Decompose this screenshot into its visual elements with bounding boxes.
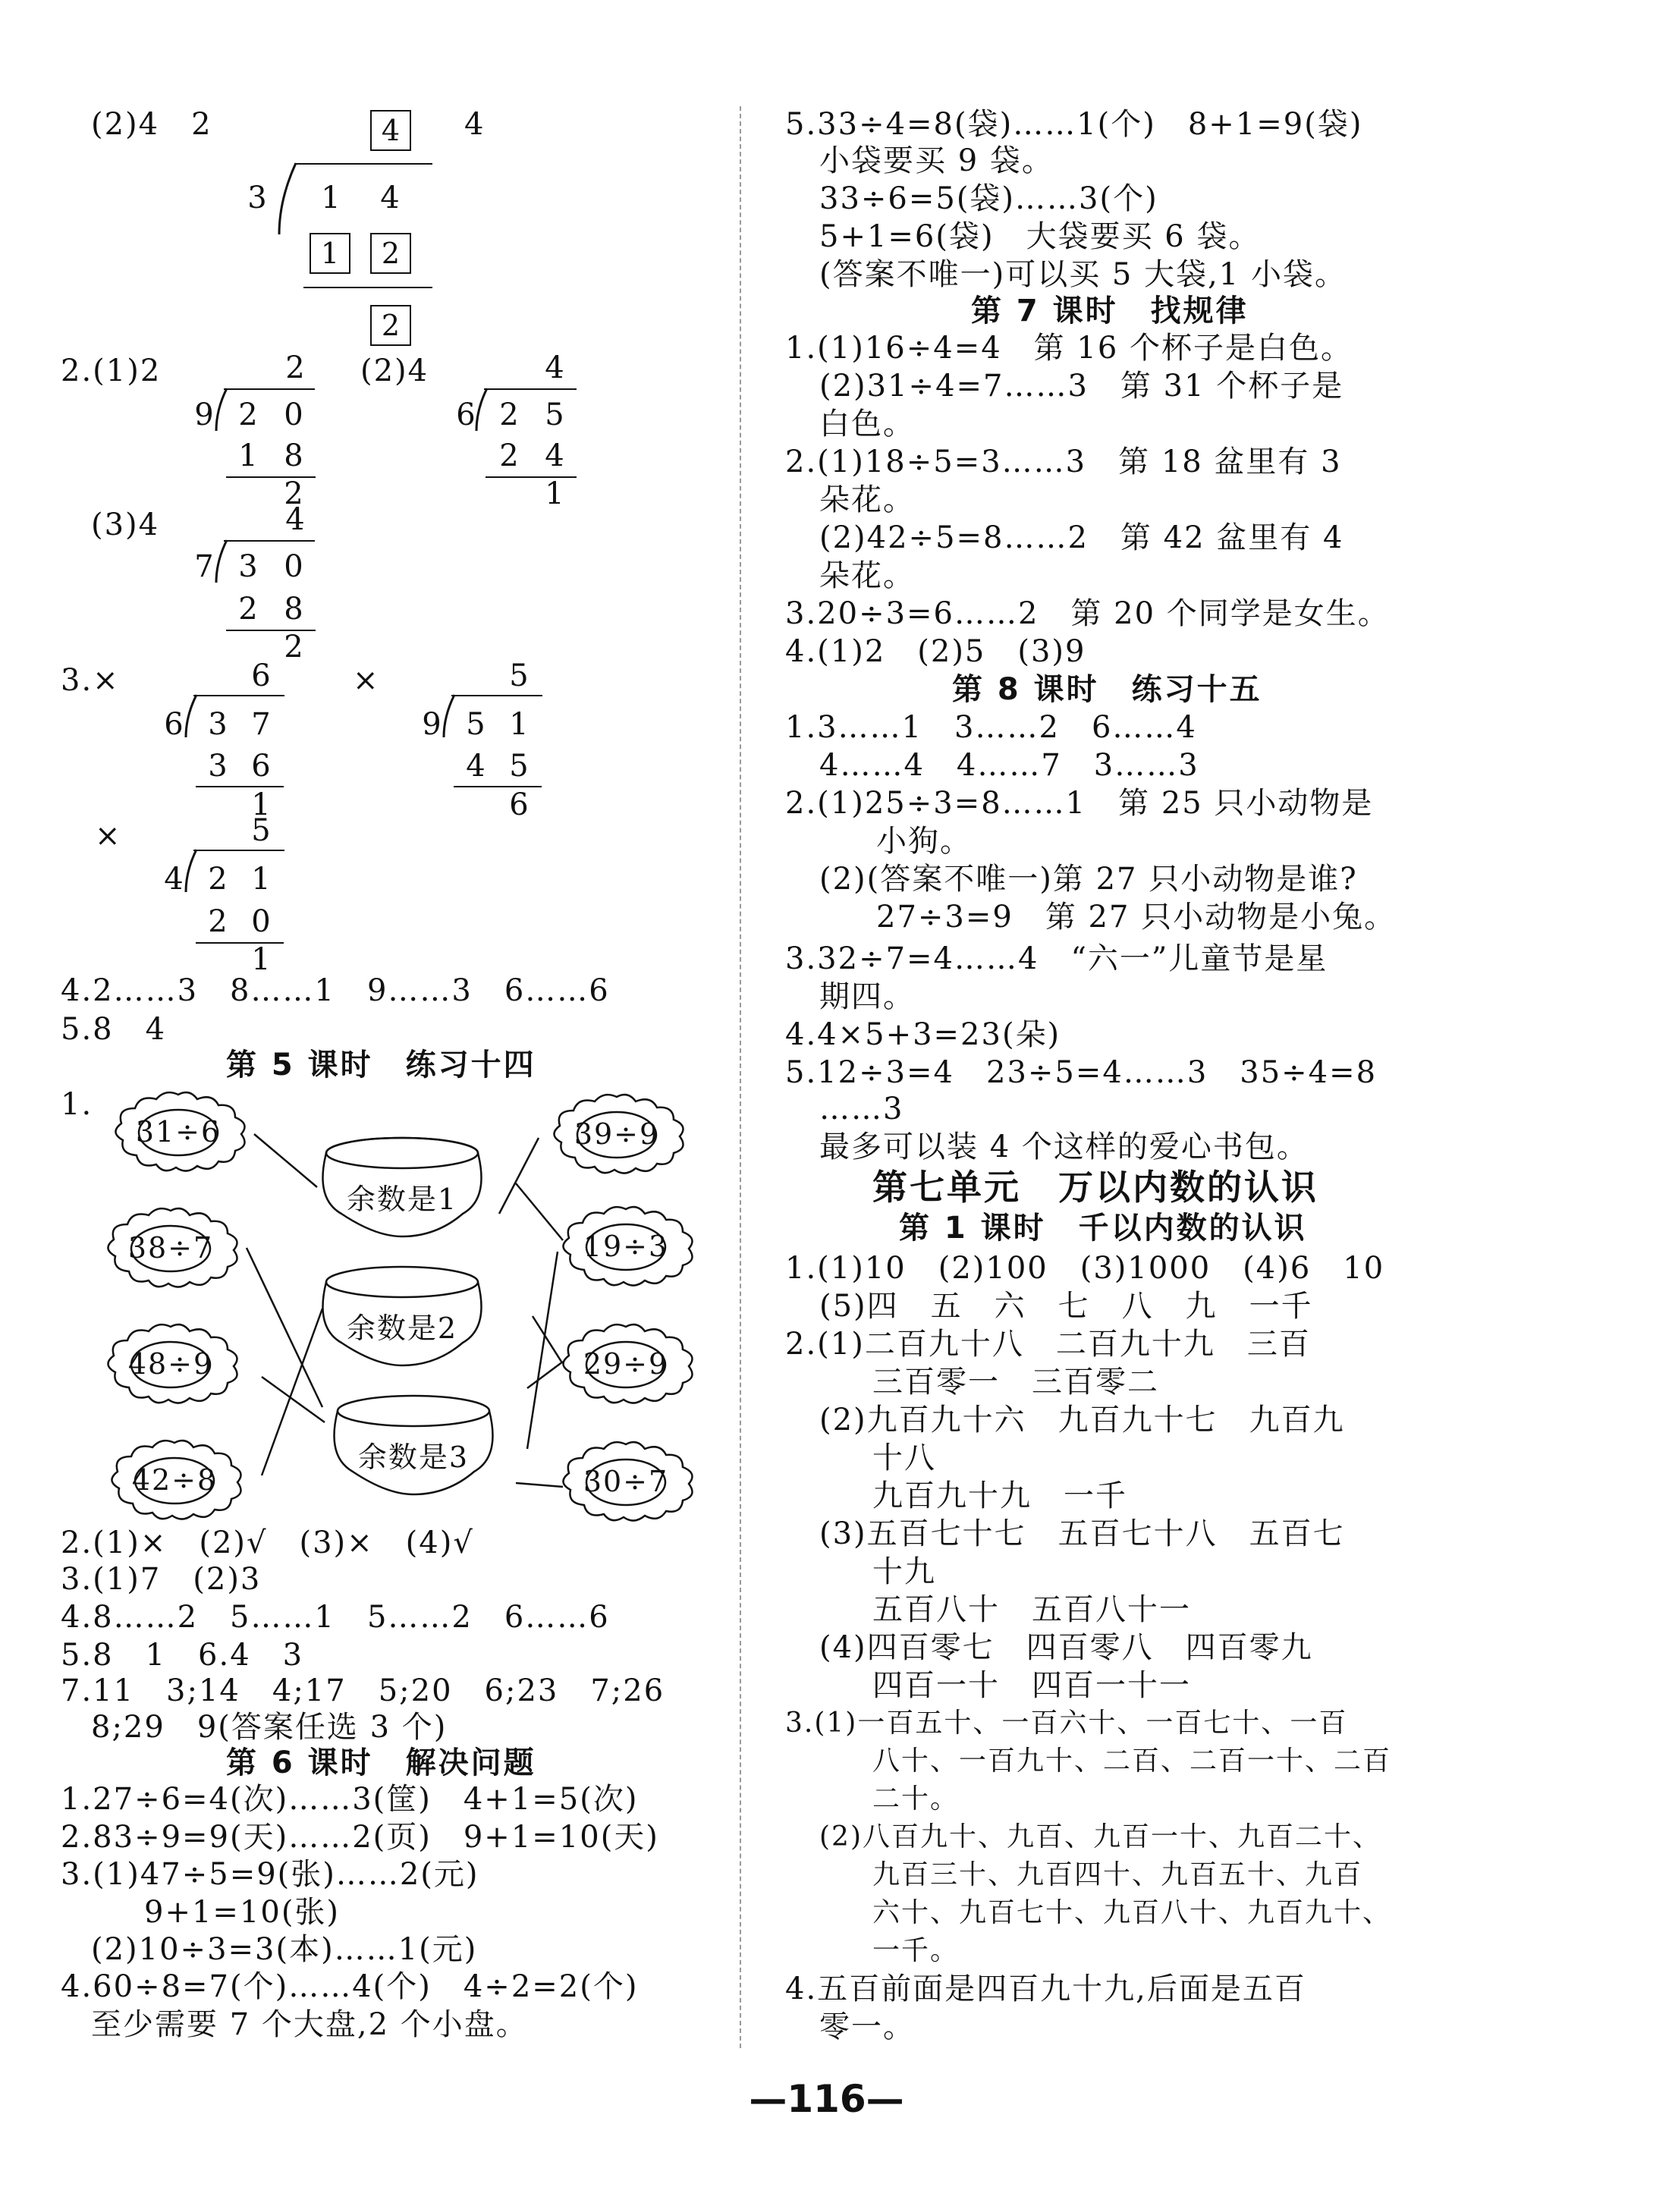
column-divider [740, 106, 741, 2048]
answer-line: 33÷6=5(袋)……3(个) [819, 181, 1158, 216]
flower-expression: 42÷8 [131, 1463, 218, 1497]
answer-line: 朵花。 [819, 482, 915, 517]
flower-card [554, 1322, 698, 1406]
answer-line: 八十、一百九十、二百、二百一十、二百 [872, 1745, 1392, 1777]
flower-card [102, 1438, 247, 1522]
answer-line: 二十。 [872, 1783, 960, 1815]
answer-line: 5.8 4 [61, 1012, 167, 1047]
answer-line: 4.4×5+3=23(朵) [785, 1017, 1061, 1052]
product-digit: 4 [466, 749, 486, 784]
answer-line: 九百三十、九百四十、九百五十、九百 [872, 1859, 1363, 1890]
division-bar [451, 695, 542, 696]
remainder: 1 [545, 476, 564, 511]
remainder: 1 [251, 942, 271, 977]
division-bar [484, 388, 577, 390]
answer-line: 2.(1)18÷5=3……3 第 18 盆里有 3 [785, 445, 1342, 479]
flower-expression: 31÷6 [135, 1115, 222, 1148]
unit7-heading: 第七单元 万以内数的认识 [872, 1167, 1318, 1208]
q3-label: 3.× [61, 663, 120, 698]
answer-line: (2)10÷3=3(本)……1(元) [91, 1932, 478, 1967]
answer-line: 1.(1)10 (2)100 (3)1000 (4)6 10 [785, 1251, 1385, 1286]
lesson7-heading: 第 7 课时 找规律 [971, 294, 1249, 328]
answer-line: 5+1=6(袋) 大袋要买 6 袋。 [819, 219, 1261, 254]
answer-line: 四百一十 四百一十一 [872, 1668, 1191, 1703]
subtraction-line [303, 287, 432, 288]
q2-1-label: 2.(1)2 [61, 353, 162, 388]
dividend-digit: 0 [284, 549, 303, 584]
answer-line: 4……4 4……7 3……3 [819, 748, 1199, 783]
divisor: 9 [422, 707, 442, 742]
answer-line: 三百零一 三百零二 [872, 1365, 1159, 1400]
answer-line: 1.27÷6=4(次)……3(筐) 4+1=5(次) [61, 1782, 639, 1817]
answer-line: (5)四 五 六 七 八 九 一千 [819, 1289, 1313, 1324]
product-box: 1 [310, 233, 350, 274]
dividend-digit: 1 [251, 862, 271, 897]
answer-line: (2)八百九十、九百、九百一十、九百二十、 [819, 1821, 1381, 1852]
answer-line: (2)(答案不唯一)第 27 只小动物是谁? [819, 862, 1358, 897]
q1-side-number: 4 [464, 107, 486, 142]
lesson5-heading: 第 5 课时 练习十四 [226, 1048, 536, 1082]
answer-line: 2.(1)× (2)√ (3)× (4)√ [61, 1525, 474, 1560]
product-digit: 2 [499, 438, 519, 473]
answer-line: 九百九十九 一千 [872, 1478, 1127, 1513]
q2-2-label: (2)4 [360, 353, 429, 388]
answer-line: 至少需要 7 个大盘,2 个小盘。 [91, 2007, 528, 2042]
answer-line: (2)42÷5=8……2 第 42 盆里有 4 [819, 520, 1344, 555]
answer-line: ……3 [819, 1092, 904, 1126]
answer-line: 小袋要买 9 袋。 [819, 143, 1054, 178]
flower-expression: 30÷7 [583, 1465, 669, 1498]
divisor: 3 [247, 181, 267, 215]
flower-card [106, 1090, 250, 1174]
lesson6-heading: 第 6 课时 解决问题 [226, 1745, 536, 1780]
product-digit: 5 [509, 749, 529, 784]
flower-expression: 29÷9 [583, 1347, 669, 1381]
product-digit: 2 [208, 904, 228, 939]
dividend-digit: 1 [509, 707, 529, 742]
remainder: 6 [509, 787, 529, 822]
division-bar [296, 163, 432, 165]
remainder: 2 [284, 476, 303, 511]
product-digit: 8 [284, 592, 303, 627]
dividend-digit: 2 [499, 397, 519, 432]
product-digit: 4 [545, 438, 564, 473]
l5-q1-label: 1. [61, 1087, 93, 1122]
dividend-digit: 2 [208, 862, 228, 897]
answer-line: 1.3……1 3……2 6……4 [785, 710, 1197, 745]
bowl [307, 1259, 497, 1388]
answer-line: 5.12÷3=4 23÷5=4……3 35÷4=8 [785, 1055, 1378, 1090]
product-digit: 0 [251, 904, 271, 939]
bowl [319, 1388, 508, 1517]
answer-line: 5.33÷4=8(袋)……1(个) 8+1=9(袋) [785, 107, 1363, 142]
flower-card [554, 1440, 698, 1523]
divisor: 7 [194, 549, 214, 584]
lesson1-heading: 第 1 课时 千以内数的认识 [899, 1211, 1307, 1246]
division-bar [193, 695, 284, 696]
bowl-label: 余数是1 [346, 1183, 458, 1216]
remainder: 1 [251, 787, 271, 822]
product-box: 2 [370, 233, 411, 274]
answer-line: 9+1=10(张) [144, 1895, 341, 1930]
answer-line: 十八 [872, 1441, 936, 1475]
answer-line: (2)九百九十六 九百九十七 九百九 [819, 1403, 1345, 1437]
q3-b-mark: × [353, 663, 380, 698]
division-bar [224, 388, 315, 390]
lesson8-heading: 第 8 课时 练习十五 [952, 672, 1262, 707]
page-number: —116— [749, 2077, 904, 2121]
answer-line: 8;29 9(答案任选 3 个) [91, 1710, 448, 1745]
quotient: 4 [285, 502, 305, 537]
divisor: 4 [164, 862, 184, 897]
quotient: 4 [545, 350, 564, 385]
flower-expression: 19÷3 [583, 1230, 669, 1263]
answer-line: (答案不唯一)可以买 5 大袋,1 小袋。 [819, 257, 1347, 292]
division-bar [193, 850, 284, 851]
product-digit: 6 [251, 749, 271, 784]
answer-line: 3.32÷7=4……4 “六一”儿童节是星 [785, 941, 1328, 976]
answer-line: 一千。 [872, 1935, 960, 1966]
dividend-digit: 1 [321, 181, 341, 215]
answer-line: 2.(1)二百九十八 二百九十九 三百 [785, 1327, 1311, 1362]
answer-line: 3.(1)47÷5=9(张)……2(元) [61, 1857, 479, 1892]
division-bar [224, 540, 315, 542]
answer-line: 最多可以装 4 个这样的爱心书包。 [819, 1130, 1309, 1164]
dividend-digit: 4 [380, 181, 400, 215]
answer-line: 六十、九百七十、九百八十、九百九十、 [872, 1897, 1392, 1928]
product-digit: 3 [208, 749, 228, 784]
answer-line: (3)五百七十七 五百七十八 五百七 [819, 1516, 1345, 1551]
quotient: 5 [251, 813, 271, 848]
answer-line: 7.11 3;14 4;17 5;20 6;23 7;26 [61, 1673, 665, 1708]
product-digit: 1 [238, 438, 258, 473]
answer-line: 4.60÷8=7(个)……4(个) 4÷2=2(个) [61, 1969, 639, 2004]
remainder: 2 [284, 630, 303, 665]
remainder-box: 2 [370, 305, 411, 346]
answer-line: 5.8 1 6.4 3 [61, 1638, 304, 1673]
flower-expression: 39÷9 [574, 1117, 660, 1151]
answer-line: 小狗。 [876, 824, 972, 859]
answer-line: 1.(1)16÷4=4 第 16 个杯子是白色。 [785, 331, 1353, 366]
flower-card [545, 1092, 689, 1176]
quotient: 5 [509, 658, 529, 693]
answer-line: (2)31÷4=7……3 第 31 个杯子是 [819, 369, 1344, 404]
quotient-box: 4 [370, 110, 411, 151]
q3-c-mark: × [95, 819, 122, 853]
answer-line: 4.2……3 8……1 9……3 6……6 [61, 973, 610, 1008]
divisor: 6 [164, 707, 184, 742]
answer-line: 3.(1)一百五十、一百六十、一百七十、一百 [785, 1708, 1348, 1739]
dividend-digit: 2 [238, 397, 258, 432]
answer-line: 十九 [872, 1554, 936, 1589]
flower-card [554, 1205, 698, 1288]
dividend-digit: 0 [284, 397, 303, 432]
product-digit: 8 [284, 438, 303, 473]
dividend-digit: 3 [208, 707, 228, 742]
divisor: 6 [456, 397, 476, 432]
dividend-digit: 3 [238, 549, 258, 584]
divisor: 9 [194, 397, 214, 432]
flower-card [99, 1206, 243, 1290]
answer-line: 2.(1)25÷3=8……1 第 25 只小动物是 [785, 786, 1374, 821]
bowl-label: 余数是3 [357, 1441, 470, 1474]
answer-line: 4.五百前面是四百九十九,后面是五百 [785, 1972, 1306, 2006]
dividend-digit: 7 [251, 707, 271, 742]
dividend-digit: 5 [545, 397, 564, 432]
answer-line: 2.83÷9=9(天)……2(页) 9+1=10(天) [61, 1820, 659, 1855]
answer-line: 白色。 [819, 407, 915, 441]
flower-expression: 48÷9 [127, 1347, 214, 1381]
answer-line: 朵花。 [819, 558, 915, 593]
bowl [307, 1130, 497, 1259]
answer-line: 3.20÷3=6……2 第 20 个同学是女生。 [785, 596, 1390, 631]
answer-line: 期四。 [819, 979, 915, 1014]
q1-label: (2)4 2 [91, 107, 212, 142]
quotient: 6 [251, 658, 271, 693]
answer-line: 4.8……2 5……1 5……2 6……6 [61, 1600, 610, 1635]
answer-line: (4)四百零七 四百零八 四百零九 [819, 1630, 1313, 1665]
bowl-label: 余数是2 [346, 1312, 458, 1345]
quotient: 2 [285, 350, 305, 385]
product-digit: 2 [238, 592, 258, 627]
flower-card [99, 1322, 243, 1406]
division-bracket [275, 162, 297, 237]
answer-line: 27÷3=9 第 27 只小动物是小兔。 [876, 900, 1397, 935]
answer-line: 4.(1)2 (2)5 (3)9 [785, 634, 1086, 669]
q2-3-label: (3)4 [91, 507, 160, 542]
flower-expression: 38÷7 [127, 1231, 214, 1265]
dividend-digit: 5 [466, 707, 486, 742]
answer-line: 3.(1)7 (2)3 [61, 1562, 262, 1597]
answer-line: 五百八十 五百八十一 [872, 1592, 1191, 1627]
answer-line: 零一。 [819, 2009, 915, 2044]
